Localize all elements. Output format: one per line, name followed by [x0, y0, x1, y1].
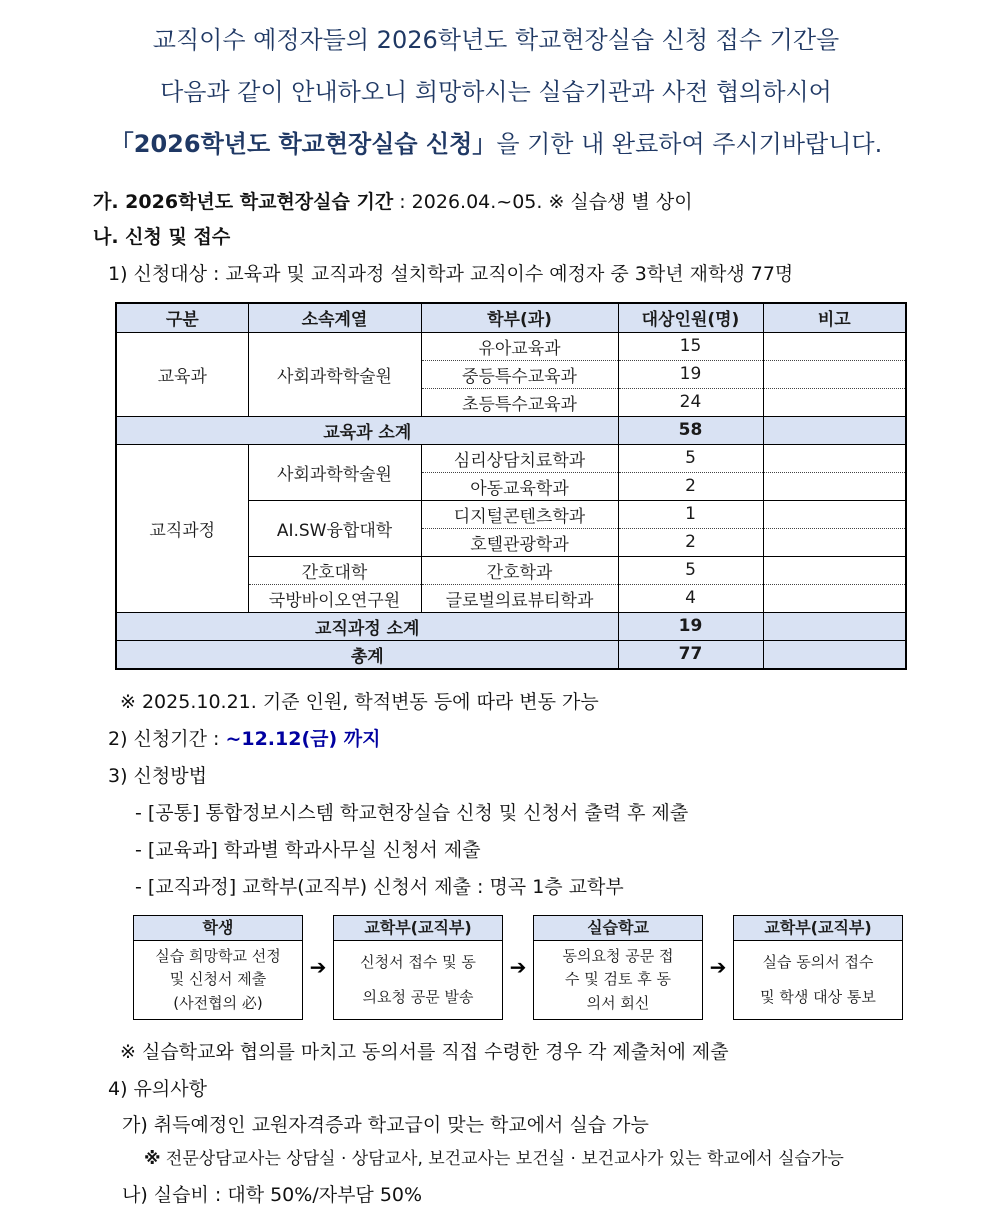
- headcount-table: [115, 302, 907, 670]
- caution-sub-mark: ※: [144, 1148, 161, 1169]
- column-header-college: 소속계열: [248, 303, 421, 332]
- table-row: [116, 444, 906, 472]
- section-ga-title: 가. 2026학년도 학교현장실습 기간: [93, 191, 394, 213]
- flow-box-office-2: [733, 915, 903, 1020]
- table-footnote: ※ 2025.10.21. 기준 인원, 학적변동 등에 따라 변동 가능: [120, 690, 599, 713]
- cell-note: [763, 388, 906, 416]
- intro-line-3-rest: 을 기한 내 완료하여 주시기바랍니다.: [496, 130, 883, 158]
- cell-college: 사회과학학술원: [248, 332, 421, 416]
- cell-note: [763, 556, 906, 584]
- flow-box-line: 수 및 검토 후 동: [564, 970, 671, 989]
- cell-college: 사회과학학술원: [248, 444, 421, 500]
- flow-box-school: [533, 915, 703, 1020]
- arrow-right-icon: ➔: [509, 955, 527, 979]
- flow-box-line: 및 학생 대상 통보: [760, 988, 876, 1006]
- section-na-title: 나. 신청 및 접수: [93, 226, 231, 248]
- application-flow-diagram: [133, 915, 905, 1020]
- item-3-method: 3) 신청방법: [108, 764, 207, 787]
- flow-box-line: 의요청 공문 발송: [362, 988, 474, 1006]
- cell-dept-count: 19: [618, 360, 763, 388]
- method-edu: - [교육과] 학과별 학과사무실 신청서 제출: [135, 838, 481, 861]
- cell-college: 간호대학: [248, 556, 421, 584]
- intro-line-3: [0, 118, 992, 170]
- flow-box-line: (사전협의 必): [173, 993, 263, 1012]
- cell-dept-name: 호텔관광학과: [421, 528, 618, 556]
- cell-note: [763, 528, 906, 556]
- edu-subtotal-row: [116, 416, 906, 444]
- flow-box-title: 교학부(교직부): [334, 916, 502, 941]
- cell-note: [763, 640, 906, 669]
- cell-college: 국방바이오연구원: [248, 584, 421, 612]
- cell-note: [763, 332, 906, 360]
- cell-subtotal-count: 58: [618, 416, 763, 444]
- cell-subtotal-label: 교직과정 소계: [116, 612, 618, 640]
- caution-sub-text: 전문상담교사는 상담실 · 상담교사, 보건교사는 보건실 · 보건교사가 있는 학교에서 실습가능: [160, 1148, 844, 1169]
- cell-category-edu: 교육과: [116, 332, 248, 416]
- flow-box-line: 동의요청 공문 접: [562, 947, 674, 966]
- cell-dept-name: 심리상담치료학과: [421, 444, 618, 472]
- flow-box-body: [134, 941, 302, 1019]
- method-common: - [공통] 통합정보시스템 학교현장실습 신청 및 신청서 출력 후 제출: [135, 801, 689, 824]
- cell-dept-name: 초등특수교육과: [421, 388, 618, 416]
- intro-line-1: 교직이수 예정자들의 2026학년도 학교현장실습 신청 접수 기간을: [152, 26, 840, 54]
- section-ga-detail: : 2026.04.~05. ※ 실습생 별 상이: [393, 191, 693, 213]
- flow-footnote: ※ 실습학교와 협의를 마치고 동의서를 직접 수령한 경우 각 제출처에 제출: [120, 1040, 729, 1063]
- arrow-right-icon: ➔: [309, 955, 327, 979]
- cell-college: AI.SW융합대학: [248, 500, 421, 556]
- column-header-category: 구분: [116, 303, 248, 332]
- cell-note: [763, 416, 906, 444]
- intro-line-2: 다음과 같이 안내하오니 희망하시는 실습기관과 사전 협의하시어: [160, 78, 832, 106]
- item-2-prefix: 2) 신청기간 :: [108, 727, 226, 750]
- cell-subtotal-count: 19: [618, 612, 763, 640]
- cell-dept-name: 중등특수교육과: [421, 360, 618, 388]
- cell-dept-count: 2: [618, 472, 763, 500]
- flow-box-title: 학생: [134, 916, 302, 941]
- item-1-target: 1) 신청대상 : 교육과 및 교직과정 설치학과 교직이수 예정자 중 3학년 재학생 77명: [108, 263, 794, 285]
- cell-dept-name: 아동교육학과: [421, 472, 618, 500]
- caution-ga-subnote: [144, 1147, 992, 1171]
- flow-box-body: [334, 941, 502, 1019]
- flow-box-line: 실습 희망학교 선정: [155, 947, 281, 966]
- flow-box-line: 의서 회신: [586, 993, 650, 1012]
- flow-box-title: 실습학교: [534, 916, 702, 941]
- caution-ga: 가) 취득예정인 교원자격증과 학교급이 맞는 학교에서 실습 가능: [122, 1113, 649, 1136]
- intro-paragraph: [0, 14, 992, 170]
- flow-box-body: [734, 941, 902, 1019]
- intro-line-3-title: 「2026학년도 학교현장실습 신청」: [109, 130, 497, 158]
- gyojik-subtotal-row: [116, 612, 906, 640]
- column-header-department: 학부(과): [421, 303, 618, 332]
- cell-total-count: 77: [618, 640, 763, 669]
- cell-dept-count: 24: [618, 388, 763, 416]
- flow-box-body: [534, 941, 702, 1019]
- section-ga-line: [93, 190, 992, 214]
- flow-box-title: 교학부(교직부): [734, 916, 902, 941]
- flow-box-line: 신청서 접수 및 동: [360, 953, 476, 971]
- cell-dept-name: 유아교육과: [421, 332, 618, 360]
- item-2-period: [108, 727, 992, 751]
- cell-note: [763, 584, 906, 612]
- cell-subtotal-label: 교육과 소계: [116, 416, 618, 444]
- deadline-text: ~12.12(금) 까지: [225, 727, 381, 750]
- table-header-row: [116, 303, 906, 332]
- caution-na: 나) 실습비 : 대학 50%/자부담 50%: [122, 1183, 423, 1206]
- column-header-headcount: 대상인원(명): [618, 303, 763, 332]
- cell-dept-name: 글로벌의료뷰티학과: [421, 584, 618, 612]
- flow-box-student: [133, 915, 303, 1020]
- column-header-note: 비고: [763, 303, 906, 332]
- cell-dept-count: 15: [618, 332, 763, 360]
- cell-note: [763, 500, 906, 528]
- cell-dept-name: 간호학과: [421, 556, 618, 584]
- cell-dept-count: 5: [618, 556, 763, 584]
- item-4-cautions: 4) 유의사항: [108, 1077, 207, 1100]
- cell-note: [763, 612, 906, 640]
- table-row: [116, 332, 906, 360]
- cell-note: [763, 472, 906, 500]
- method-gyojik: - [교직과정] 교학부(교직부) 신청서 제출 : 명곡 1층 교학부: [135, 875, 624, 898]
- flow-box-line: 실습 동의서 접수: [762, 953, 874, 971]
- cell-dept-count: 1: [618, 500, 763, 528]
- cell-category-gyojik: 교직과정: [116, 444, 248, 612]
- cell-dept-count: 4: [618, 584, 763, 612]
- cell-note: [763, 444, 906, 472]
- flow-box-office-1: [333, 915, 503, 1020]
- cell-dept-name: 디지털콘텐츠학과: [421, 500, 618, 528]
- cell-note: [763, 360, 906, 388]
- cell-dept-count: 2: [618, 528, 763, 556]
- cell-dept-count: 5: [618, 444, 763, 472]
- flow-box-line: 및 신청서 제출: [169, 970, 267, 989]
- arrow-right-icon: ➔: [709, 955, 727, 979]
- total-row: [116, 640, 906, 669]
- cell-total-label: 총계: [116, 640, 618, 669]
